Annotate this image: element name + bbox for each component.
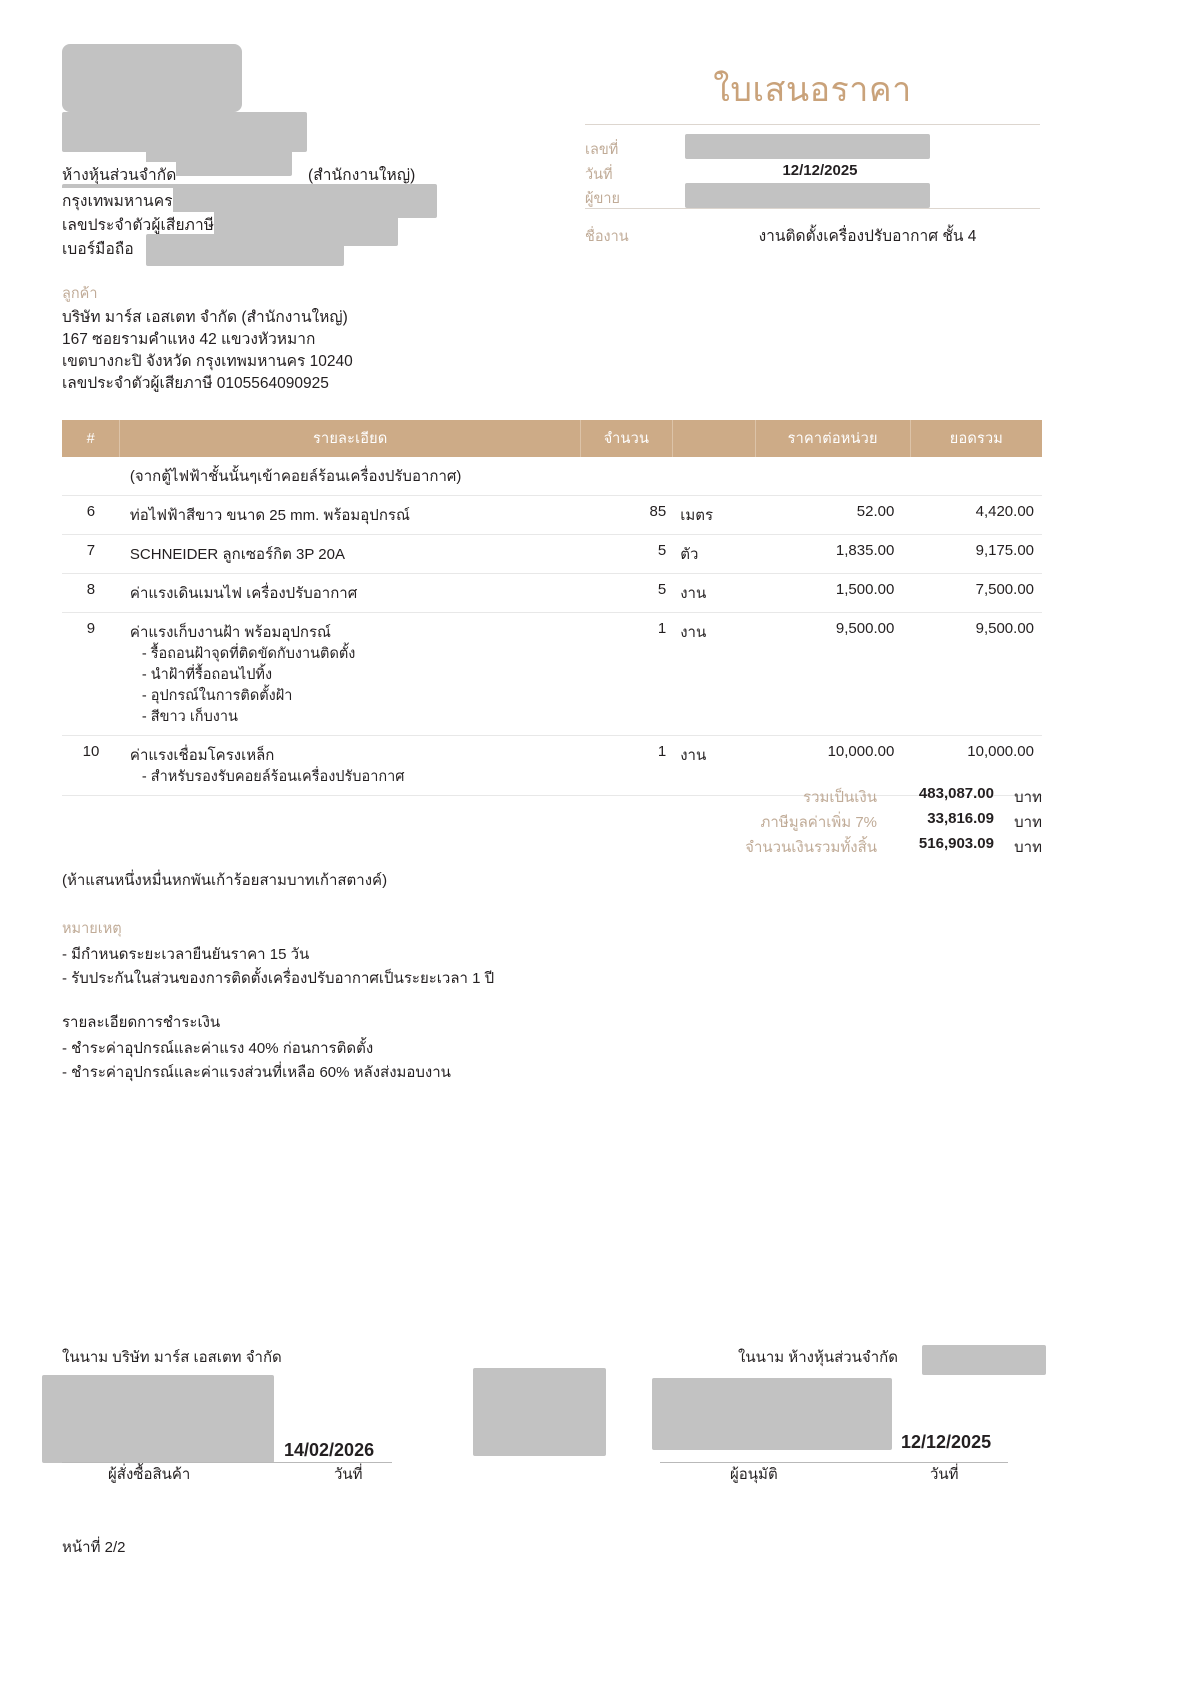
row-no: 6	[62, 496, 120, 535]
row-desc: ค่าแรงเก็บงานฝ้า พร้อมอุปกรณ์	[129, 624, 331, 641]
table-row	[62, 613, 1042, 736]
job-name-value: งานติดตั้งเครื่องปรับอากาศ ชั้น 4	[758, 228, 977, 245]
table-row	[62, 574, 1042, 613]
row-qty: 85	[581, 496, 673, 535]
col-header-unit	[672, 420, 755, 457]
col-header-amount: ยอดรวม	[910, 420, 1042, 457]
items-header-row	[62, 420, 1042, 457]
redaction-doc-seller	[685, 183, 930, 208]
payment-term-line: - ชำระค่าอุปกรณ์และค่าแรงส่วนที่เหลือ 60% หลังส่งมอบงาน	[62, 1064, 451, 1081]
row-amount: 4,420.00	[910, 496, 1042, 535]
redaction-buyer-stamp	[473, 1368, 606, 1456]
doc-date-label: วันที่	[585, 167, 613, 183]
approver-caption: ผู้อนุมัติ	[730, 1466, 778, 1483]
col-header-qty: จำนวน	[581, 420, 673, 457]
redaction-logo	[62, 44, 242, 112]
row-subline: - สำหรับรองรับคอยล์ร้อนเครื่องปรับอากาศ	[141, 769, 405, 785]
row-no: 7	[62, 535, 120, 574]
totals-block	[622, 785, 1042, 860]
items-table-head	[62, 420, 1042, 457]
header-divider-bottom	[585, 208, 1040, 209]
row-qty: 5	[581, 574, 673, 613]
seller-phone-label: เบอร์มือถือ	[62, 236, 134, 261]
row-desc: ค่าแรงเดินเมนไฟ เครื่องปรับอากาศ	[120, 574, 581, 613]
row-amount: 9,175.00	[910, 535, 1042, 574]
total-currency: บาท	[1014, 839, 1042, 856]
row-subline: - สีขาว เก็บงาน	[141, 709, 238, 725]
doc-seller-label: ผู้ขาย	[585, 191, 621, 207]
row-desc-cell	[120, 736, 581, 796]
payment-terms-block	[62, 1010, 762, 1085]
buyer-caption: ผู้สั่งซื้อสินค้า	[108, 1466, 191, 1483]
row-desc-cell	[120, 613, 581, 736]
row-no: 8	[62, 574, 120, 613]
approver-date-value: 12/12/2025	[901, 1432, 992, 1452]
header-divider-top	[585, 124, 1040, 125]
row-no: 10	[62, 736, 120, 796]
doc-no-label: เลขที่	[585, 142, 619, 158]
row-subline: - รื้อถอนฝ้าจุดที่ติดขัดกับงานติดตั้ง	[141, 646, 356, 662]
col-header-desc: รายละเอียด	[120, 420, 581, 457]
table-row	[62, 496, 1042, 535]
notes-block	[62, 917, 762, 991]
customer-line-taxid: เลขประจำตัวผู้เสียภาษี 0105564090925	[62, 375, 329, 392]
row-unit: ตัว	[672, 535, 755, 574]
amount-in-words: (ห้าแสนหนึ่งหมื่นหกพันเก้าร้อยสามบาทเก้าสตางค์)	[62, 872, 388, 889]
seller-tax-label: เลขประจำตัวผู้เสียภาษี	[62, 212, 214, 237]
page-title: ใบเสนอราคา	[713, 71, 912, 109]
seller-city: กรุงเทพมหานคร	[62, 188, 173, 213]
notes-title: หมายเหตุ	[62, 921, 122, 937]
payment-term-line: - ชำระค่าอุปกรณ์และค่าแรง 40% ก่อนการติดตั้ง	[62, 1040, 374, 1057]
row-unit: เมตร	[672, 496, 755, 535]
customer-label: ลูกค้า	[62, 286, 98, 302]
row-qty: 1	[581, 613, 673, 736]
job-name-label: ชื่องาน	[585, 229, 629, 245]
customer-line-name: บริษัท มาร์ส เอสเตท จำกัด (สำนักงานใหญ่)	[62, 309, 348, 326]
signature-block-buyer	[62, 1345, 462, 1369]
redaction-approver-signature	[652, 1378, 892, 1450]
buyer-date-caption: วันที่	[334, 1466, 363, 1483]
row-subline: - อุปกรณ์ในการติดตั้งฝ้า	[141, 688, 293, 704]
row-desc: ค่าแรงเชื่อมโครงเหล็ก	[129, 747, 275, 764]
items-table	[62, 420, 1042, 796]
row-price: 52.00	[755, 496, 910, 535]
row-price: 1,500.00	[755, 574, 910, 613]
customer-line-address-2: เขตบางกะปิ จังหวัด กรุงเทพมหานคร 10240	[62, 353, 353, 370]
table-row-note	[62, 457, 1042, 496]
payment-terms-title: รายละเอียดการชำระเงิน	[62, 1014, 221, 1031]
doc-date-value: 12/12/2025	[782, 162, 858, 179]
customer-block	[62, 282, 582, 395]
total-currency: บาท	[1014, 814, 1042, 831]
buyer-in-name: ในนาม บริษัท มาร์ส เอสเตท จำกัด	[62, 1349, 282, 1366]
meta-fields	[585, 134, 1040, 208]
row-amount: 9,500.00	[910, 613, 1042, 736]
total-value: 483,087.00	[918, 785, 994, 802]
row-unit: งาน	[672, 736, 755, 796]
row-desc: ท่อไฟฟ้าสีขาว ขนาด 25 mm. พร้อมอุปกรณ์	[120, 496, 581, 535]
approver-date-caption: วันที่	[930, 1466, 959, 1483]
buyer-date-value: 14/02/2026	[284, 1440, 375, 1460]
approver-in-name: ในนาม ห้างหุ้นส่วนจำกัด	[738, 1349, 898, 1366]
total-value: 516,903.09	[918, 835, 994, 852]
total-label: รวมเป็นเงิน	[803, 789, 877, 806]
redaction-buyer-signature	[42, 1375, 274, 1463]
col-header-price: ราคาต่อหน่วย	[755, 420, 910, 457]
total-label: ภาษีมูลค่าเพิ่ม 7%	[760, 814, 877, 831]
seller-entity-type: ห้างหุ้นส่วนจำกัด	[62, 162, 176, 187]
continuation-note: (จากตู้ไฟฟ้าชั้นนั้นๆเข้าคอยล์ร้อนเครื่องปรับอากาศ)	[120, 457, 581, 496]
note-line: - รับประกันในส่วนของการติดตั้งเครื่องปรับอากาศเป็นระยะเวลา 1 ปี	[62, 970, 495, 987]
customer-line-address-1: 167 ซอยรามคำแหง 42 แขวงหัวหมาก	[62, 331, 316, 348]
col-header-no: #	[62, 420, 120, 457]
total-currency: บาท	[1014, 789, 1042, 806]
redaction-seller-phone	[146, 234, 344, 266]
row-unit: งาน	[672, 574, 755, 613]
total-row-grand	[622, 835, 1042, 860]
row-subline: - นำฝ้าที่รื้อถอนไปทิ้ง	[141, 667, 273, 683]
total-value: 33,816.09	[927, 810, 994, 827]
table-row	[62, 535, 1042, 574]
page-number: หน้าที่ 2/2	[62, 1539, 126, 1556]
total-row-subtotal	[622, 785, 1042, 810]
document-header	[585, 62, 1040, 251]
redaction-doc-no	[685, 134, 930, 159]
row-no: 9	[62, 613, 120, 736]
row-qty: 1	[581, 736, 673, 796]
row-unit: งาน	[672, 613, 755, 736]
row-price: 9,500.00	[755, 613, 910, 736]
seller-block	[62, 44, 532, 274]
row-amount: 7,500.00	[910, 574, 1042, 613]
total-label: จำนวนเงินรวมทั้งสิ้น	[745, 839, 877, 856]
row-amount: 10,000.00	[910, 736, 1042, 796]
items-table-body	[62, 457, 1042, 796]
row-qty: 5	[581, 535, 673, 574]
row-price: 10,000.00	[755, 736, 910, 796]
seller-branch: (สำนักงานใหญ่)	[308, 162, 415, 187]
total-row-vat	[622, 810, 1042, 835]
note-line: - มีกำหนดระยะเวลายืนยันราคา 15 วัน	[62, 946, 310, 963]
redaction-approver-company	[922, 1345, 1046, 1375]
row-desc: SCHNEIDER ลูกเซอร์กิต 3P 20A	[120, 535, 581, 574]
job-name-row	[585, 221, 1040, 251]
row-price: 1,835.00	[755, 535, 910, 574]
